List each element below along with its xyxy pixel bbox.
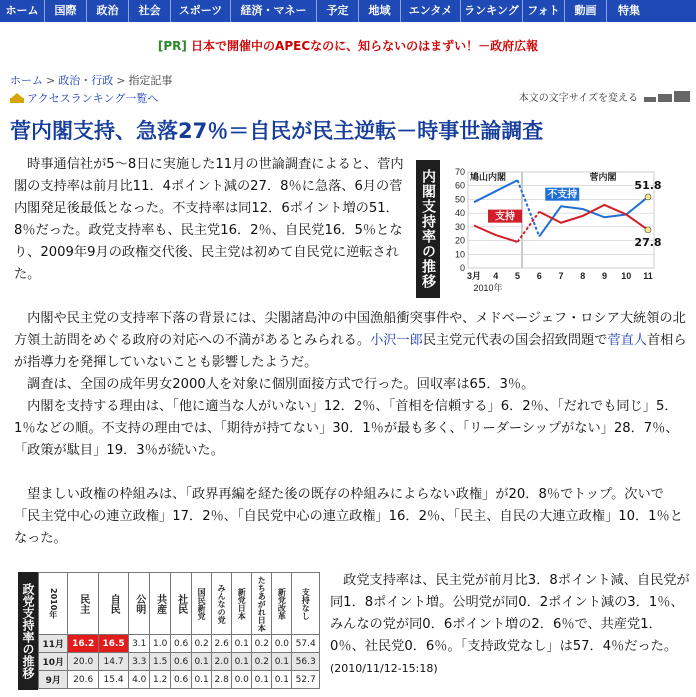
table-row: [39, 671, 320, 689]
table-cell: 2.0: [212, 653, 232, 671]
table-column-header: 共産: [150, 573, 171, 635]
y-tick-label: 70: [454, 167, 465, 177]
font-size-control: [519, 89, 690, 104]
table-cell: 0.1: [272, 671, 292, 689]
party-table-title: 政党支持率の推移: [18, 572, 38, 690]
table-row-label: 9月: [39, 671, 68, 689]
table-cell: 0.1: [272, 653, 292, 671]
table-cell: 56.3: [292, 653, 320, 671]
y-tick-label: 0: [459, 263, 465, 273]
table-cell: 2.6: [212, 635, 232, 653]
x-tick-label: 8: [580, 271, 586, 281]
table-column-header: 支持なし: [292, 573, 320, 635]
font-size-label: 本文の文字サイズを変える: [518, 93, 638, 104]
table-cell: 0.6: [171, 635, 192, 653]
table-cell: 0.1: [252, 671, 272, 689]
nav-tab[interactable]: 経済・マネー: [231, 0, 317, 22]
breadcrumb-category[interactable]: 政治・行政: [58, 74, 114, 87]
table-column-header: 公明: [129, 573, 150, 635]
table-cell: 0.1: [232, 653, 252, 671]
y-tick-label: 50: [454, 194, 465, 205]
table-cell: 0.0: [272, 635, 292, 653]
nav-tab[interactable]: エンタメ: [401, 0, 461, 22]
table-cell: 15.4: [98, 671, 128, 689]
table-cell: 3.3: [129, 653, 150, 671]
y-tick-label: 60: [454, 180, 465, 191]
nav-tab[interactable]: 政治: [87, 0, 129, 22]
article-paragraph-5: 望ましい政権の枠組みは、「政界再編を経た後の既存の枠組みによらない政権」が20．8％でトップ。次いで「民主党中心の連立政権」17．2％、「自民党中心の連立政権」16．2％、「民主、自民の大連立政権」10．1％となった。: [14, 487, 683, 546]
y-tick-label: 20: [454, 235, 465, 246]
page-title: 菅内閣支持、急落27％＝自民が民主逆転－時事世論調査: [10, 119, 544, 143]
table-cell: 4.0: [129, 671, 150, 689]
article-paragraph-4: 内閣を支持する理由は、「他に適当な人がいない」12．2％、「首相を信頼する」6．2％、「だれでも同じ」5．1％などの順。不支持の理由では、「期待が持てない」30．1％が最も多く、「リーダーシップがない」28．7％、「政策が駄目」19．3％が続いた。: [14, 399, 679, 458]
y-tick-label: 40: [454, 208, 465, 219]
table-row-label: 10月: [39, 653, 68, 671]
x-tick-label: 5: [514, 271, 521, 281]
table-column-header: 民主: [68, 573, 98, 635]
table-cell: 1.5: [150, 653, 171, 671]
table-column-header: 新党日本: [232, 573, 252, 635]
legend-label-1: 支持: [495, 211, 515, 223]
font-size-large[interactable]: [674, 91, 690, 102]
pr-text[interactable]: 日本で開催中のAPECなのに、知らないのはまずい！－政府広報: [191, 39, 539, 53]
y-tick-label: 30: [454, 221, 465, 232]
table-year-header: 2010年: [39, 573, 68, 635]
series-end-point: [645, 194, 651, 200]
table-column-header: たちあがれ日本: [252, 573, 272, 635]
period-label-hatoyama: 鳩山内閣: [469, 173, 507, 183]
breadcrumb-current: 指定記事: [128, 74, 173, 87]
table-column-header: 社民: [171, 573, 192, 635]
table-column-header: 自民: [98, 573, 128, 635]
x-tick-label: 7: [558, 271, 564, 281]
table-cell: 0.2: [192, 635, 212, 653]
table-cell: 0.6: [171, 671, 192, 689]
nav-tab[interactable]: 社会: [129, 0, 171, 22]
table-row: [39, 635, 320, 653]
cabinet-approval-chart: [416, 160, 662, 298]
article-paragraph-3: 調査は、全国の成年男女2000人を対象に個別面接方式で行った。回収率は65．3％。: [14, 377, 535, 392]
table-cell: 14.7: [98, 653, 128, 671]
table-cell: 52.7: [292, 671, 320, 689]
timestamp: (2010/11/12-15:18): [330, 662, 438, 675]
table-cell: 20.6: [68, 671, 98, 689]
nav-tab[interactable]: 予定: [317, 0, 359, 22]
series-end-point: [645, 227, 651, 233]
y-tick-label: 10: [454, 249, 465, 260]
font-size-small[interactable]: [644, 97, 656, 102]
crown-icon: [10, 93, 24, 103]
table-cell: 0.1: [232, 635, 252, 653]
nav-tab[interactable]: 特集: [618, 4, 640, 17]
table-cell: 0.6: [171, 653, 192, 671]
legend-label-0: 不支持: [547, 189, 578, 201]
table-row-label: 11月: [39, 635, 68, 653]
breadcrumb: ホーム > 政治・行政 > 指定記事: [10, 74, 173, 87]
table-cell: 1.0: [150, 635, 171, 653]
table-column-header: 新党改革: [272, 573, 292, 635]
article-paragraph-6: 政党支持率は、民主党が前月比3．8ポイント減、自民党が同1．8ポイント増。公明党が同0．2ポイント減の3．1％、みんなの党が同0．6ポイント増の2．6％で、共産党1．0％、社民党0．6％。「支持政党なし」は57．4％だった。(2010/11/12-15:18): [330, 573, 690, 675]
table-cell: 0.2: [252, 653, 272, 671]
table-cell: 3.1: [129, 635, 150, 653]
article-paragraph-2: 内閣や民主党の支持率下落の背景には、尖閣諸島沖の中国漁船衝突事件や、メドベージェフ・ロシア大統領の北方領土訪問をめぐる政府の対応への不満があるとみられる。小沢一郎民主党元代表の国会招致問題で菅直人首相らが指導力を発揮していないことも影響したようだ。: [14, 311, 687, 370]
x-tick-label: 3月: [466, 271, 482, 281]
table-column-header: みんなの党: [212, 573, 232, 635]
value-label-fushiji: 51.8: [634, 178, 662, 192]
party-table: [38, 572, 320, 689]
party-support-table: [38, 572, 320, 690]
table-cell: 57.4: [292, 635, 320, 653]
x-year-label: 2010年: [473, 283, 503, 293]
breadcrumb-home[interactable]: ホーム: [10, 74, 43, 87]
x-tick-label: 11: [643, 271, 653, 281]
ranking-link[interactable]: [10, 90, 158, 106]
table-cell: 16.2: [68, 635, 98, 653]
period-label-kan: 菅内閣: [589, 173, 617, 183]
pr-banner[interactable]: [0, 37, 696, 54]
nav-tab[interactable]: フォト: [523, 0, 565, 22]
nav-tab[interactable]: ホーム: [0, 0, 45, 22]
table-row: [39, 653, 320, 671]
link-ozawa[interactable]: 小沢一郎: [370, 333, 423, 348]
nav-tab[interactable]: 動画: [565, 0, 607, 22]
x-tick-label: 6: [536, 271, 542, 281]
x-tick-label: 4: [493, 271, 499, 281]
table-cell: 0.0: [232, 671, 252, 689]
nav-tab[interactable]: ランキング: [461, 0, 523, 22]
table-cell: 0.2: [252, 635, 272, 653]
table-cell: 1.2: [150, 671, 171, 689]
article-paragraph-1: 時事通信社が5～8日に実施した11月の世論調査によると、菅内閣の支持率は前月比11．4ポイント減の27．8％に急落、6月の菅内閣発足後最低となった。不支持率は同12．6ポイント増の51．8％だった。政党支持率も、民主党16．2％、自民党16．5％となり、2009年9月の政権交代後、民主党は初めて自民党に逆転された。: [14, 157, 404, 282]
table-column-header: 国民新党: [192, 573, 212, 635]
x-tick-label: 9: [601, 271, 608, 281]
link-kan[interactable]: 菅直人: [607, 333, 647, 348]
table-cell: 20.0: [68, 653, 98, 671]
x-tick-label: 10: [621, 271, 632, 281]
ranking-link-label[interactable]: アクセスランキング一覧へ: [27, 92, 159, 105]
chart-vertical-title: 内閣支持率の推移: [416, 160, 440, 298]
table-cell: 0.1: [192, 671, 212, 689]
top-nav: [0, 0, 696, 22]
table-cell: 0.1: [192, 653, 212, 671]
chart-svg: [416, 160, 662, 298]
table-cell: 16.5: [98, 635, 128, 653]
pr-tag: [PR]: [157, 39, 187, 53]
table-cell: 2.8: [212, 671, 232, 689]
font-size-bars[interactable]: [644, 91, 690, 102]
nav-tab[interactable]: 地域: [359, 0, 401, 22]
nav-tab[interactable]: スポーツ: [171, 0, 231, 22]
font-size-medium[interactable]: [658, 94, 672, 102]
value-label-shiji: 27.8: [634, 235, 662, 249]
nav-tab[interactable]: 国際: [45, 0, 87, 22]
